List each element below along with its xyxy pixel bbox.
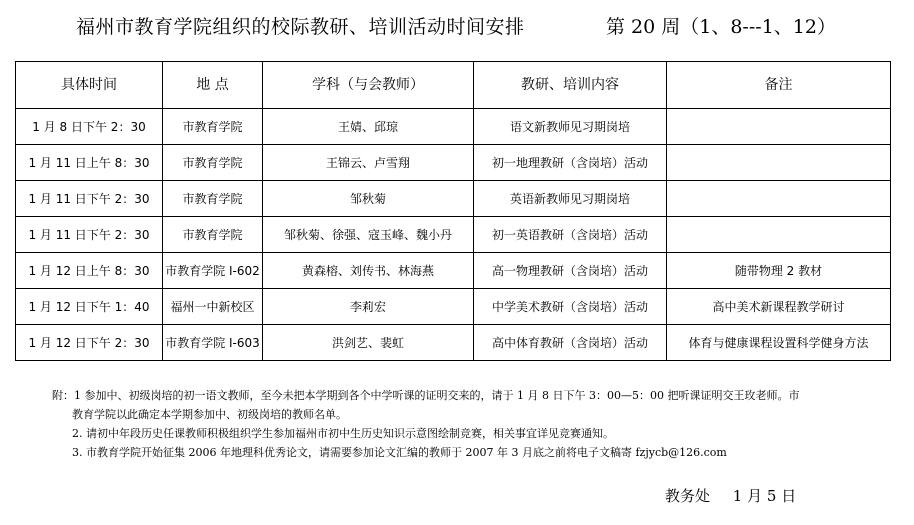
cell-location: 市教育学院 [163, 181, 263, 217]
cell-time: 1 月 11 日下午 2：30 [16, 181, 163, 217]
cell-subject: 黄森榕、刘传书、林海燕 [263, 253, 474, 289]
cell-content: 高中体育教研（含岗培）活动 [474, 325, 667, 361]
footer-signature [665, 485, 796, 506]
cell-time: 1 月 11 日下午 2：30 [16, 217, 163, 253]
table-row [16, 109, 891, 145]
cell-location: 市教育学院 [163, 217, 263, 253]
schedule-table [15, 61, 891, 361]
cell-subject: 李莉宏 [263, 289, 474, 325]
office-name: 教务处 [665, 487, 711, 505]
table-row [16, 181, 891, 217]
note-2: 2. 请初中年段历史任课教师积极组织学生参加福州市初中生历史知识示意图绘制竞赛，相关事宜详见竞赛通知。 [72, 427, 614, 440]
cell-remarks: 随带物理 2 教材 [667, 253, 891, 289]
cell-time: 1 月 12 日下午 1：40 [16, 289, 163, 325]
cell-time: 1 月 8 日下午 2：30 [16, 109, 163, 145]
cell-remarks: 体育与健康课程设置科学健身方法 [667, 325, 891, 361]
table-row [16, 253, 891, 289]
header-content: 教研、培训内容 [474, 62, 667, 109]
table-row [16, 325, 891, 361]
page-title: 福州市教育学院组织的校际教研、培训活动时间安排 [76, 16, 525, 38]
cell-remarks [667, 145, 891, 181]
cell-remarks [667, 217, 891, 253]
cell-subject: 王锦云、卢雪翔 [263, 145, 474, 181]
header-time: 具体时间 [16, 62, 163, 109]
table-row [16, 145, 891, 181]
cell-location: 市教育学院 I-602 [163, 253, 263, 289]
cell-time: 1 月 11 日上午 8：30 [16, 145, 163, 181]
title-row [0, 6, 914, 40]
cell-content: 初一地理教研（含岗培）活动 [474, 145, 667, 181]
cell-location: 市教育学院 I-603 [163, 325, 263, 361]
cell-time: 1 月 12 日下午 2：30 [16, 325, 163, 361]
header-subject: 学科（与会教师） [263, 62, 474, 109]
header-location: 地 点 [163, 62, 263, 109]
cell-content: 英语新教师见习期岗培 [474, 181, 667, 217]
table-row [16, 289, 891, 325]
cell-subject: 洪剑艺、裴虹 [263, 325, 474, 361]
note-1-continued: 教育学院以此确定本学期参加中、初级岗培的教师名单。 [72, 408, 347, 421]
cell-subject: 邹秋菊 [263, 181, 474, 217]
week-label: 第 20 周（1、8---1、12） [606, 16, 836, 38]
notes-section [52, 386, 892, 462]
cell-time: 1 月 12 日上午 8：30 [16, 253, 163, 289]
table-header-row [16, 62, 891, 109]
cell-remarks: 高中美术新课程教学研讨 [667, 289, 891, 325]
header-remarks: 备注 [667, 62, 891, 109]
issue-date: 1 月 5 日 [732, 487, 797, 505]
cell-location: 福州一中新校区 [163, 289, 263, 325]
cell-content: 中学美术教研（含岗培）活动 [474, 289, 667, 325]
cell-subject: 王婧、邱琼 [263, 109, 474, 145]
cell-content: 初一英语教研（含岗培）活动 [474, 217, 667, 253]
note-3: 3. 市教育学院开始征集 2006 年地理科优秀论文，请需要参加论文汇编的教师于 2007 年 3 月底之前将电子文稿寄 fzjycb@126.com [72, 446, 727, 459]
cell-remarks [667, 109, 891, 145]
cell-location: 市教育学院 [163, 145, 263, 181]
table-row [16, 217, 891, 253]
cell-location: 市教育学院 [163, 109, 263, 145]
cell-remarks [667, 181, 891, 217]
cell-subject: 邹秋菊、徐强、寇玉峰、魏小丹 [263, 217, 474, 253]
note-1: 附：1 参加中、初级岗培的初一语文教师，至今未把本学期到各个中学听课的证明交来的，请于 1 月 8 日下午 3：00—5：00 把听课证明交王玫老师。市 [52, 389, 800, 402]
cell-content: 语文新教师见习期岗培 [474, 109, 667, 145]
cell-content: 高一物理教研（含岗培）活动 [474, 253, 667, 289]
